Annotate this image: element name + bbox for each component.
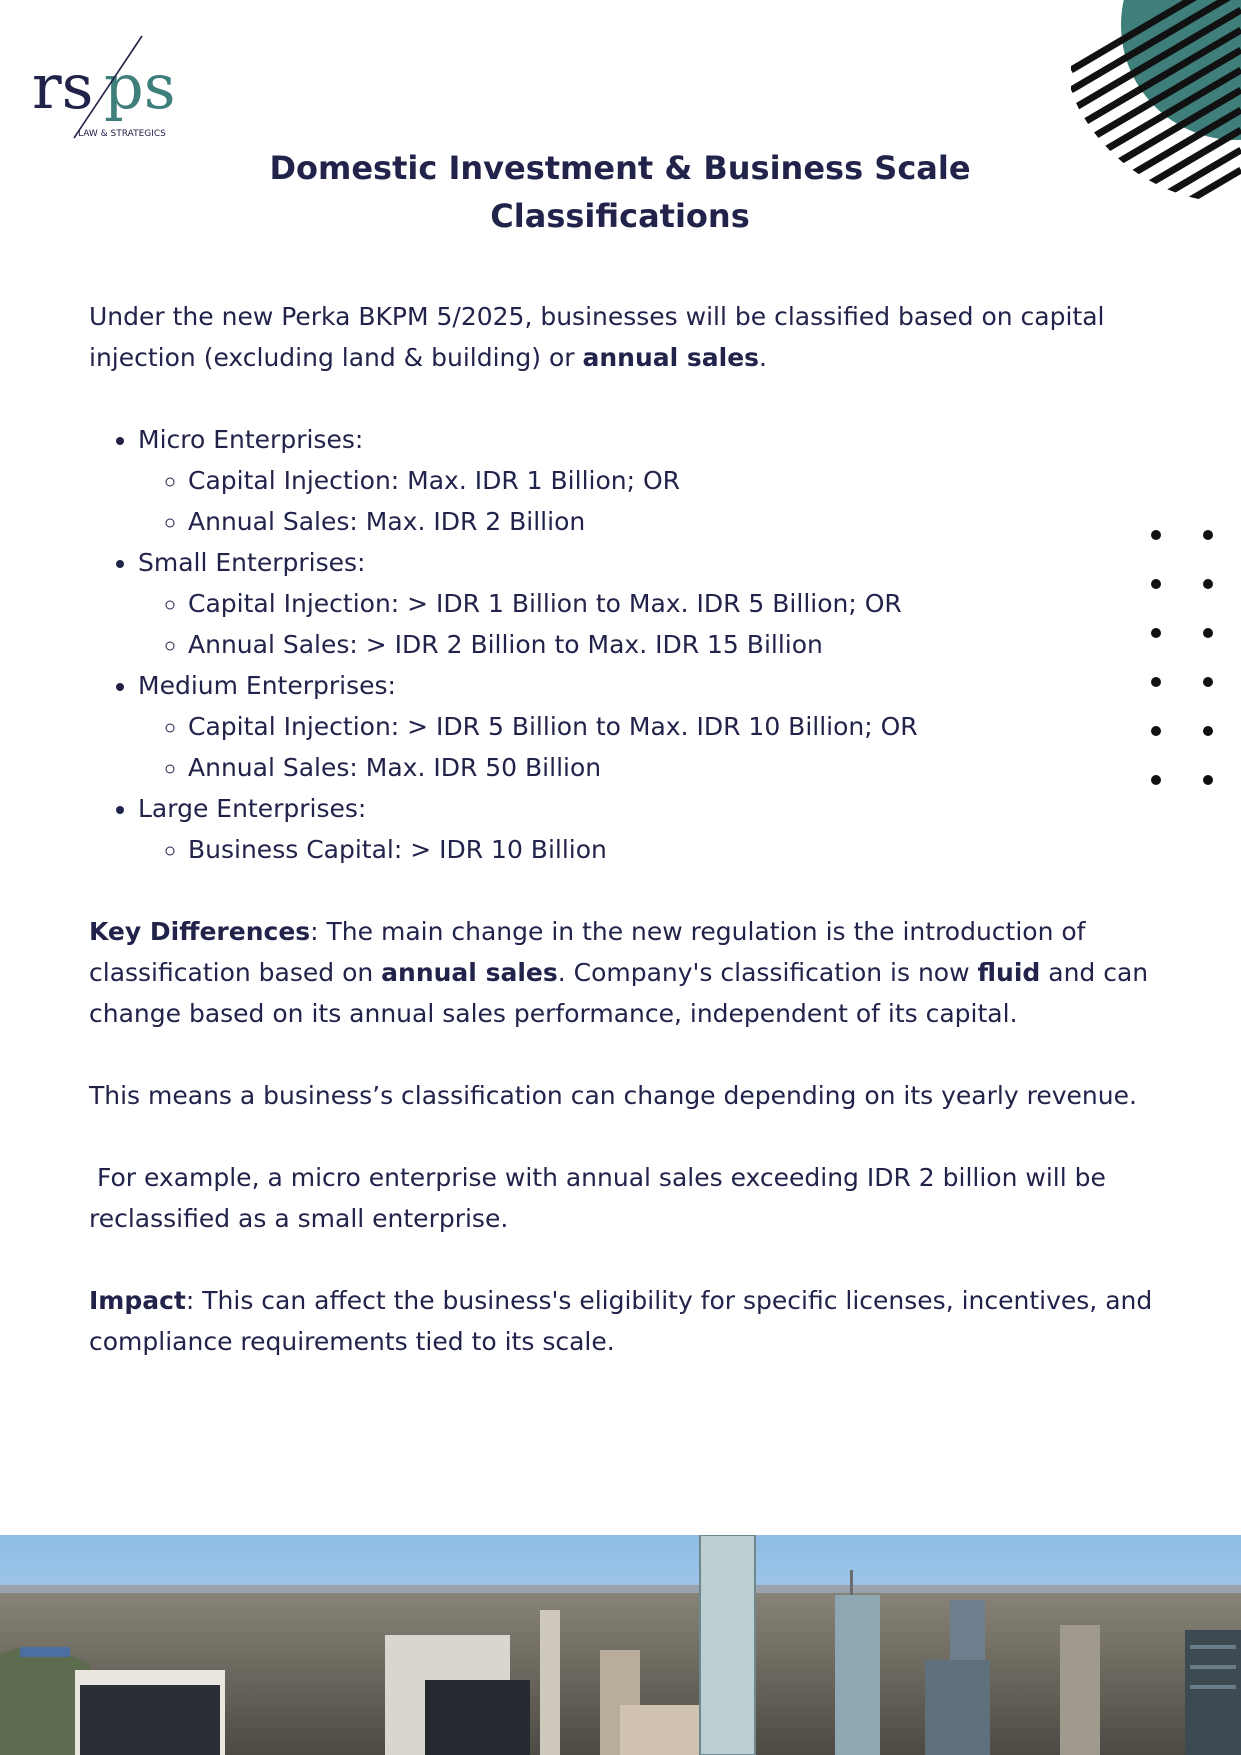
meaning-paragraph: This means a business’s classification can change depending on its yearly revenue. bbox=[89, 1081, 1137, 1110]
list-item-small bbox=[138, 542, 1169, 665]
category-name: Large Enterprises: bbox=[138, 794, 367, 823]
sub-item: ◦ Annual Sales: Max. IDR 50 Billion bbox=[188, 747, 1169, 788]
intro-paragraph bbox=[89, 296, 1169, 378]
logo-text-ps: ps bbox=[104, 50, 176, 123]
category-name: Small Enterprises: bbox=[138, 548, 366, 577]
logo-tagline: LAW & STRATEGICS bbox=[78, 129, 166, 139]
impact-paragraph bbox=[89, 1280, 1169, 1362]
key-differences-label: Key Differences bbox=[89, 917, 311, 946]
sub-item: ◦ Annual Sales: > IDR 2 Billion to Max. IDR 15 Billion bbox=[188, 624, 1169, 665]
title-line-2: Classifications bbox=[490, 197, 750, 235]
logo-text-rs: rs bbox=[32, 50, 94, 123]
sub-item: ◦ Capital Injection: > IDR 5 Billion to Max. IDR 10 Billion; OR bbox=[188, 706, 1169, 747]
key-diff-bold-2: fluid bbox=[977, 958, 1041, 987]
list-item-medium bbox=[138, 665, 1169, 788]
intro-text: Under the new Perka BKPM 5/2025, businesses will be classified based on capital injection (excluding land & building) or bbox=[89, 302, 1105, 372]
impact-label: Impact bbox=[89, 1286, 186, 1315]
category-name: Medium Enterprises: bbox=[138, 671, 396, 700]
corner-decoration bbox=[1071, 0, 1241, 210]
key-diff-bold-1: annual sales bbox=[381, 958, 558, 987]
city-skyline-photo bbox=[0, 1535, 1241, 1755]
list-item-micro bbox=[138, 419, 1169, 542]
classification-list bbox=[89, 419, 1169, 870]
key-diff-text-1: : The main change in the new regulation is the introduction of classification based on bbox=[89, 917, 1086, 987]
key-diff-text-3: and can change based on its annual sales performance, independent of its capital. bbox=[89, 958, 1149, 1028]
key-differences-paragraph bbox=[89, 911, 1169, 1034]
intro-bold: annual sales bbox=[582, 343, 760, 372]
category-name: Micro Enterprises: bbox=[138, 425, 364, 454]
sub-item: ◦ Capital Injection: Max. IDR 1 Billion; OR bbox=[188, 460, 1169, 501]
rsps-logo bbox=[30, 30, 200, 145]
key-diff-text-2: . Company's classification is now bbox=[557, 958, 978, 987]
impact-text: : This can affect the business's eligibility for specific licenses, incentives, and compliance requirements tied to its scale. bbox=[89, 1286, 1153, 1356]
sub-item: ◦ Capital Injection: > IDR 1 Billion to Max. IDR 5 Billion; OR bbox=[188, 583, 1169, 624]
title-line-1: Domestic Investment & Business Scale bbox=[269, 149, 971, 187]
intro-end: . bbox=[759, 343, 767, 372]
main-content bbox=[89, 296, 1169, 1362]
sub-item: ◦ Business Capital: > IDR 10 Billion bbox=[188, 829, 1169, 870]
list-item-large bbox=[138, 788, 1169, 870]
example-paragraph: For example, a micro enterprise with annual sales exceeding IDR 2 billion will be reclassified as a small enterprise. bbox=[89, 1163, 1114, 1233]
page-title bbox=[150, 144, 1090, 240]
sub-item: ◦ Annual Sales: Max. IDR 2 Billion bbox=[188, 501, 1169, 542]
